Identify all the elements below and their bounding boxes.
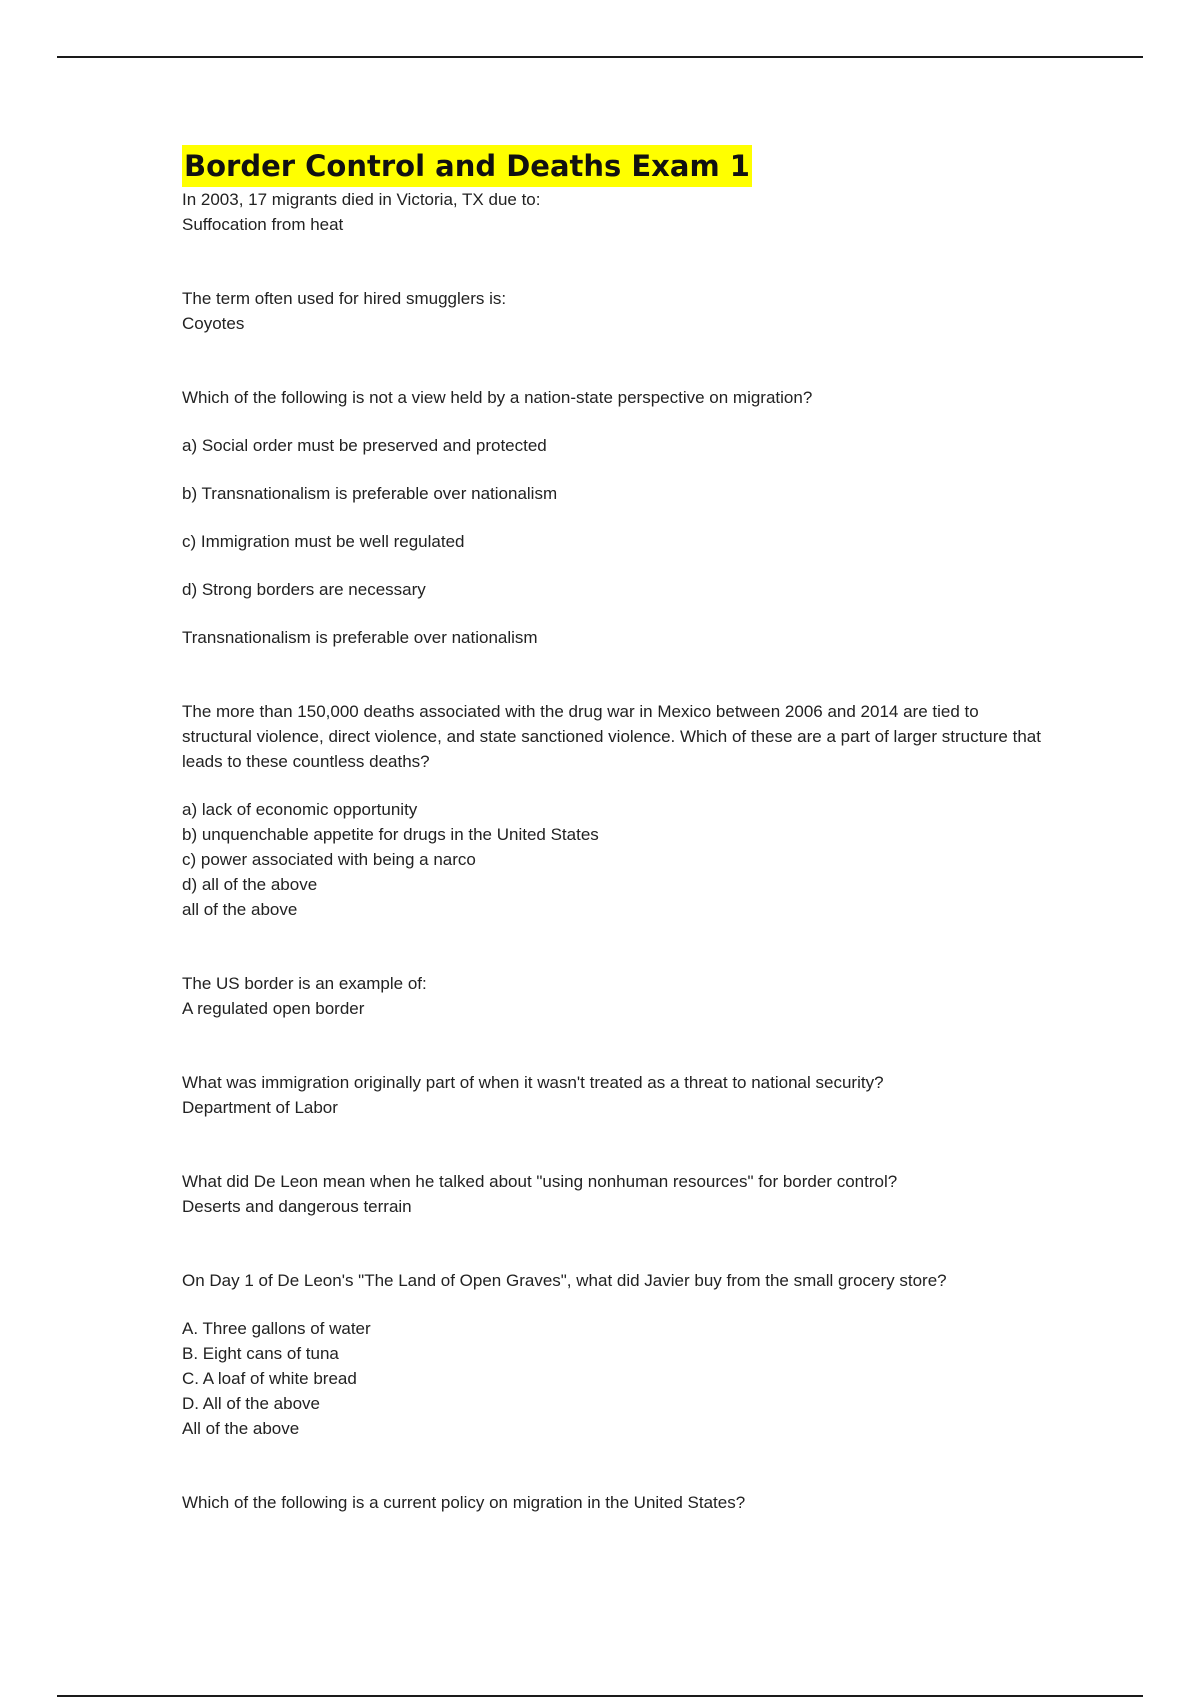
question-text: Which of the following is a current policy on migration in the United States?	[182, 1493, 746, 1512]
option-d: d) Strong borders are necessary	[182, 580, 426, 599]
option-d: d) all of the above	[182, 875, 318, 894]
question-text: The US border is an example of:	[182, 974, 427, 993]
answer-text: all of the above	[182, 900, 298, 919]
answer-text: Department of Labor	[182, 1098, 338, 1117]
option-b: b) Transnationalism is preferable over nationalism	[182, 484, 558, 503]
answer-text: All of the above	[182, 1419, 300, 1438]
question-7	[182, 1169, 1042, 1219]
question-2	[182, 286, 1042, 336]
answer-text: A regulated open border	[182, 999, 365, 1018]
option-b: b) unquenchable appetite for drugs in the United States	[182, 825, 599, 844]
answer-text: Coyotes	[182, 314, 245, 333]
question-4	[182, 699, 1042, 922]
answer-text: Deserts and dangerous terrain	[182, 1197, 412, 1216]
answer-text: Suffocation from heat	[182, 215, 344, 234]
option-a: A. Three gallons of water	[182, 1319, 371, 1338]
option-a: a) lack of economic opportunity	[182, 800, 418, 819]
question-9	[182, 1490, 1042, 1515]
bottom-rule	[57, 1695, 1143, 1697]
option-c: C. A loaf of white bread	[182, 1369, 357, 1388]
question-8	[182, 1268, 1042, 1441]
question-3	[182, 385, 1042, 650]
question-text: The term often used for hired smugglers is:	[182, 289, 507, 308]
option-a: a) Social order must be preserved and protected	[182, 436, 547, 455]
top-rule	[57, 56, 1143, 58]
question-6	[182, 1070, 1042, 1120]
option-c: c) Immigration must be well regulated	[182, 532, 465, 551]
option-d: D. All of the above	[182, 1394, 320, 1413]
option-c: c) power associated with being a narco	[182, 850, 476, 869]
question-text: The more than 150,000 deaths associated with the drug war in Mexico between 2006 and 2014 are tied to structural violence, direct violence, and state sanctioned violence. Which of these are a part of larger structure that leads to these countless deaths?	[182, 702, 1041, 771]
document-title: Border Control and Deaths Exam 1	[182, 145, 752, 187]
question-1	[182, 187, 1042, 237]
question-text: On Day 1 of De Leon's "The Land of Open Graves", what did Javier buy from the small grocery store?	[182, 1271, 947, 1290]
question-text: In 2003, 17 migrants died in Victoria, TX due to:	[182, 190, 541, 209]
answer-text: Transnationalism is preferable over nationalism	[182, 628, 538, 647]
document-body	[182, 145, 1042, 1515]
question-text: Which of the following is not a view held by a nation-state perspective on migration?	[182, 388, 813, 407]
question-text: What did De Leon mean when he talked about "using nonhuman resources" for border control?	[182, 1172, 898, 1191]
option-b: B. Eight cans of tuna	[182, 1344, 339, 1363]
question-text: What was immigration originally part of when it wasn't treated as a threat to national security?	[182, 1073, 884, 1092]
question-5	[182, 971, 1042, 1021]
